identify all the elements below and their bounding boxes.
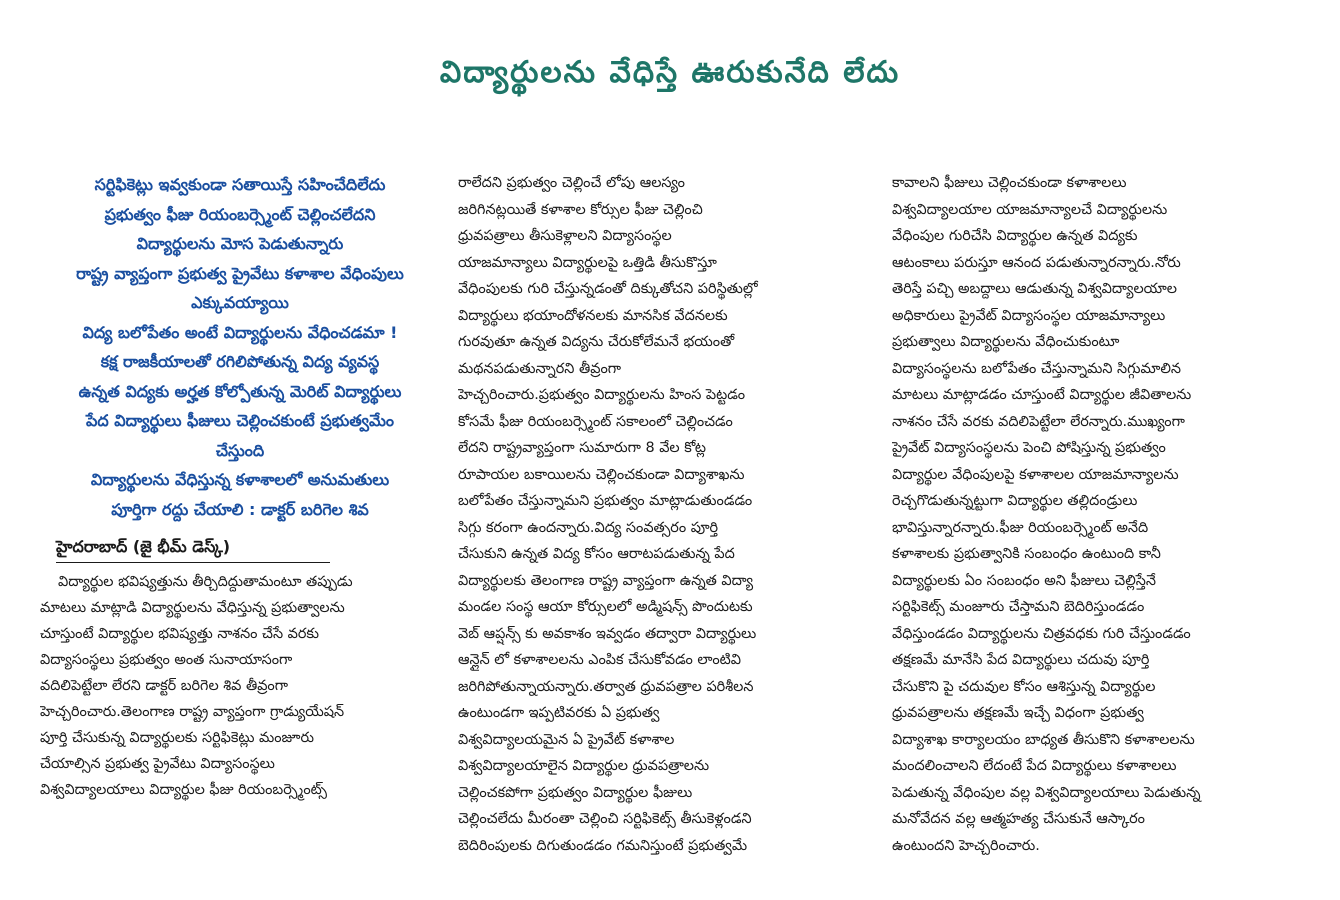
body-line: విశ్వవిద్యాలయాలు విద్యార్థుల ఫీజు రియంబర్స్మెంట్స్ xyxy=(40,782,327,798)
body-line: చేసుకొని పై చదువుల కోసం ఆశిస్తున్న విద్యార్థుల xyxy=(892,678,1156,695)
body-line: తెరిస్తే పచ్చి అబద్దాలు ఆడుతున్న విశ్వవిద్యాలయాల xyxy=(892,281,1177,297)
body-line: జరిగిపోతున్నాయన్నారు.తర్వాత ధ్రువపత్రాల పరిశీలన xyxy=(458,678,754,695)
middle-column xyxy=(458,170,868,859)
body-line: విద్యార్థుల భవిష్యత్తును తీర్చిదిద్దుతామంటూ తప్పుడు xyxy=(58,574,353,590)
body-line: చెల్లించకపోగా ప్రభుత్వం విద్యార్థుల ఫీజులు xyxy=(458,784,693,801)
body-line: విద్యాశాఖ కార్యాలయం బాధ్యత తీసుకొని కళాశాలలను xyxy=(892,731,1195,748)
right-column xyxy=(892,170,1302,859)
body-line: మథనపడుతున్నారని తీవ్రంగా xyxy=(458,360,621,377)
middle-body-text xyxy=(458,170,868,859)
body-line: జరిగినట్లయితే కళాశాల కోర్సుల ఫీజు చెల్లించి xyxy=(458,201,703,218)
highlight-line: పేద విద్యార్థులు ఫీజులు చెల్లించకుంటే ప్రభుత్వమేం xyxy=(86,411,394,430)
body-line: చూస్తుంటే విద్యార్థుల భవిష్యత్తు నాశనం చేసే వరకు xyxy=(40,626,319,642)
body-line: యాజమాన్యాలు విద్యార్థులపై ఒత్తిడి తీసుకొస్తూ xyxy=(458,254,717,271)
body-line: అధికారులు ప్రైవేట్ విద్యాసంస్థల యాజమాన్యాలు xyxy=(892,307,1166,324)
body-line: బలోపేతం చేస్తున్నామని ప్రభుత్వం మాట్లాడుతుండడం xyxy=(458,493,753,509)
right-body-text xyxy=(892,170,1302,859)
highlight-line: రాష్ట్ర వ్యాప్తంగా ప్రభుత్వ ప్రైవేటు కళాశాల వేధింపులు xyxy=(76,263,404,283)
body-line: హెచ్చరించారు.ప్రభుత్వం విద్యార్థులను హింస పెట్టడం xyxy=(458,387,745,403)
body-line: విద్యాసంస్థలు ప్రభుత్వం అంత సునాయాసంగా xyxy=(40,652,293,668)
body-line: రూపాయల బకాయిలను చెల్లించకుండా విద్యాశాఖను xyxy=(458,466,745,483)
body-line: విద్యార్థుల వేధింపులపై కళాశాలల యాజమాన్యాలను xyxy=(892,466,1179,483)
highlight-line: ఎక్కువయ్యాయి xyxy=(191,293,289,312)
body-line: తక్షణమే మానేసి పేద విద్యార్థులు చదువు పూర్తి xyxy=(892,652,1150,668)
highlight-line: ప్రభుత్వం ఫీజు రియంబర్స్మెంట్ చెల్లించలేదని xyxy=(104,204,376,224)
highlight-line: పూర్తిగా రద్దు చేయాలి : డాక్టర్ బరిగెల శివ xyxy=(111,499,369,519)
body-line: విశ్వవిద్యాలయమైన ఏ ప్రైవేట్ కళాశాల xyxy=(458,731,675,748)
body-line: విద్యార్థులకు ఏం సంబంధం అని ఫీజులు చెల్లిస్తేనే xyxy=(892,572,1156,589)
body-line: రాలేదని ప్రభుత్వం చెల్లించే లోపు ఆలస్యం xyxy=(458,175,685,191)
body-line: మాటలు మాట్లాడడం చూస్తుంటే విద్యార్థుల జీవితాలను xyxy=(892,387,1192,403)
body-line: ఆన్లైన్ లో కళాశాలలను ఎంపిక చేసుకోవడం లాంటివి xyxy=(458,652,741,668)
body-line: మనోవేదన వల్ల ఆత్మహత్య చేసుకునే ఆస్కారం xyxy=(892,811,1145,827)
body-line: వదిలిపెట్టేలా లేరని డాక్టర్ బరిగెల శివ తీవ్రంగా xyxy=(40,678,288,694)
dateline: హైదరాబాద్ (జై భీమ్ డెస్క్) xyxy=(56,532,330,563)
body-line: ధ్రువపత్రాలను తక్షణమే ఇచ్చే విధంగా ప్రభుత్వ xyxy=(892,705,1144,721)
body-line: పూర్తి చేసుకున్న విద్యార్థులకు సర్టిఫికెట్లు మంజూరు xyxy=(40,730,314,746)
left-column xyxy=(40,170,440,803)
body-line: విద్యాసంస్థలను బలోపేతం చేస్తున్నామని సిగ్గుమాలిన xyxy=(892,360,1182,377)
body-line: మండల సంస్థ ఆయా కోర్సులలో అడ్మిషన్స్ పొందుటకు xyxy=(458,599,753,615)
body-line: వెబ్ ఆప్షన్స్ కు అవకాశం ఇవ్వడం తద్వారా విద్యార్థులు xyxy=(458,625,757,642)
body-line: వేధింపులకు గురి చేస్తున్నడంతో దిక్కుతోచని పరిస్థితుల్లో xyxy=(458,281,758,297)
body-line: చెల్లించలేదు మీరంతా చెల్లించి సర్టిఫికెట్స్ తీసుకెళ్లండని xyxy=(458,811,752,827)
highlight-line: విద్య బలోపేతం అంటే విద్యార్థులను వేధించడమా ! xyxy=(82,322,398,342)
body-line: లేదని రాష్ట్రవ్యాప్తంగా సుమారుగా 8 వేల కోట్ల xyxy=(458,440,706,456)
body-line: విద్యార్థులకు తెలంగాణ రాష్ట్ర వ్యాప్తంగా ఉన్నత విద్యా xyxy=(458,572,754,589)
highlights-list xyxy=(40,170,440,524)
body-line: ప్రభుత్వాలు విద్యార్థులను వేధించుకుంటూ xyxy=(892,334,1120,350)
body-line: మందలించాలని లేదంటే పేద విద్యార్థులు కళాశాలలు xyxy=(892,758,1177,774)
highlight-line: కక్ష రాజకీయాలతో రగిలిపోతున్న విద్య వ్యవస్థ xyxy=(100,352,380,371)
body-line: వేధింపుల గురిచేసి విద్యార్థుల ఉన్నత విద్యకు xyxy=(892,228,1138,244)
body-line: ఉంటుందని హెచ్చరించారు. xyxy=(892,837,1040,854)
body-line: ఉంటుండగా ఇప్పటివరకు ఏ ప్రభుత్వ xyxy=(458,705,660,721)
body-line: వేధిస్తుండడం విద్యార్థులను చిత్రవధకు గురి చేస్తుండడం xyxy=(892,625,1191,642)
left-body-text xyxy=(40,569,440,803)
highlight-line: సర్టిఫికెట్లు ఇవ్వకుండా సతాయిస్తే సహించేదిలేదు xyxy=(94,175,386,194)
highlight-line: విద్యార్థులను వేధిస్తున్న కళాశాలలో అనుమతులు xyxy=(90,470,390,489)
body-line: హెచ్చరించారు.తెలంగాణ రాష్ట్ర వ్యాప్తంగా గ్రాడ్యుయేషన్ xyxy=(40,704,345,720)
body-line: విశ్వవిద్యాలయాల యాజమాన్యాలచే విద్యార్థులను xyxy=(892,201,1168,218)
body-line: భావిస్తున్నారన్నారు.ఫీజు రియంబర్స్మెంట్ అనేది xyxy=(892,519,1149,536)
body-line: విద్యార్థులు భయాందోళనలకు మానసిక వేదనలకు xyxy=(458,307,728,324)
body-line: సర్టిఫికెట్స్ మంజూరు చేస్తామని బెదిరిస్తుండడం xyxy=(892,599,1145,615)
body-line: మాటలు మాట్లాడి విద్యార్థులను వేధిస్తున్న ప్రభుత్వాలను xyxy=(40,600,345,616)
body-line: బెదిరింపులకు దిగుతుండడం గమనిస్తుంటే ప్రభుత్వమే xyxy=(458,837,748,854)
highlight-line: ఉన్నత విద్యకు అర్హత కోల్పోతున్న మెరిట్ విద్యార్థులు xyxy=(78,381,402,401)
body-line: చేయాల్సిన ప్రభుత్వ ప్రైవేటు విద్యాసంస్థలు xyxy=(40,756,275,772)
body-line: సిగ్గు కరంగా ఉందన్నారు.విద్య సంవత్సరం పూర్తి xyxy=(458,519,719,536)
body-line: ప్రైవేట్ విద్యాసంస్థలను పెంచి పోషిస్తున్న ప్రభుత్వం xyxy=(892,440,1166,456)
body-line: కోసమే ఫీజు రియంబర్స్మెంట్ సకాలంలో చెల్లించడం xyxy=(458,413,733,430)
body-line: చేసుకుని ఉన్నత విద్య కోసం ఆరాటపడుతున్న పేద xyxy=(458,546,735,562)
body-line: ధ్రువపత్రాలు తీసుకెళ్లాలని విద్యాసంస్థల xyxy=(458,228,672,244)
body-line: కావాలని ఫీజులు చెల్లించకుండా కళాశాలలు xyxy=(892,175,1127,191)
body-line: ఆటంకాలు పరుస్తూ ఆనంద పడుతున్నారన్నారు.నోరు xyxy=(892,254,1181,271)
body-line: విశ్వవిద్యాలయాలైన విద్యార్థుల ధ్రువపత్రాలను xyxy=(458,758,710,774)
article-headline: విద్యార్థులను వేధిస్తే ఊరుకునేది లేదు xyxy=(439,55,901,90)
body-line: రెచ్చగొడుతున్నట్టుగా విద్యార్థుల తల్లిదండ్రులు xyxy=(892,493,1138,509)
body-line: కళాశాలకు ప్రభుత్వానికి సంబంధం ఉంటుంది కానీ xyxy=(892,546,1161,562)
body-line: నాశనం చేసే వరకు వదిలిపెట్టేలా లేరన్నారు.ముఖ్యంగా xyxy=(892,413,1185,430)
highlight-line: చేస్తుంది xyxy=(215,440,265,460)
highlight-line: విద్యార్థులను మోస పెడుతున్నారు xyxy=(136,234,344,253)
body-line: పెడుతున్న వేధింపుల వల్ల విశ్వవిద్యాలయాలు పెడుతున్న xyxy=(892,784,1201,801)
body-line: గురవుతూ ఉన్నత విద్యను చేరుకోలేమనే భయంతో xyxy=(458,334,735,350)
